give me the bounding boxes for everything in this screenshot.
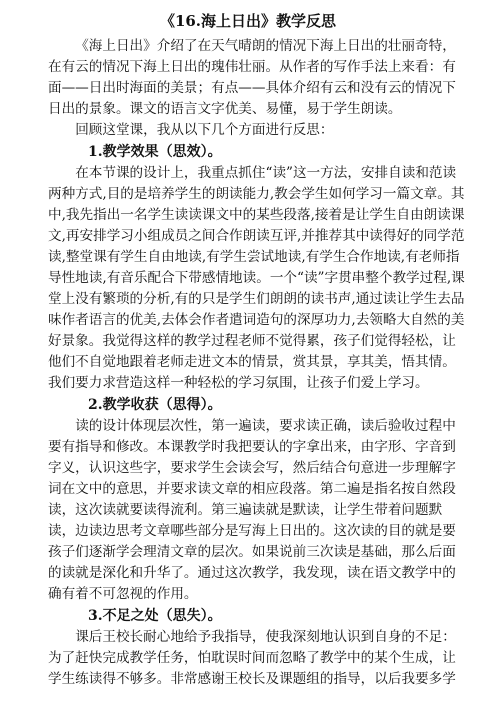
- section-heading-effect: 1.教学效果（思效）。: [88, 144, 222, 160]
- review-intro: 回顾这堂课，我从以下几个方面进行反思：: [75, 122, 334, 138]
- section-heading-shortcoming: 3.不足之处（思失）。: [88, 608, 222, 624]
- section-body-effect: 在本节课的设计上，我重点抓住“读”这一方法，安排自读和范读两种方式,目的是培养学生的朗读能力,教会学生如何学习一篇文章。其中,我先指出一名学生读读课文中的某些段落,接着是让学生自由朗读课文,再安排学习小组成员之间合作朗读互评,并推荐其中读得好的同学范读,整堂课有学生自由地读,有学生尝试地读,有学生合作地读,有老师指导性地读,有音乐配合下带感情地读。一个“读”字贯串整个教学过程,课堂上没有繁琐的分析,有的只是学生们朗朗的读书声,通过读让学生去品味作者语言的优美,去体会作者遣词造句的深厚功力,去领略大自然的美好景象。我觉得这样的教学过程老师不觉得累，孩子们觉得轻松，让他们不自觉地跟着老师走进文本的情景，赏其景，享其美，悟其情。我们要力求营造这样一种轻松的学习氛围，让孩子们爱上学习。: [48, 165, 465, 391]
- document-title: 《16.海上日出》教学反思: [159, 12, 337, 30]
- section-heading-gain: 2.教学收获（思得）。: [88, 397, 222, 413]
- section-body-shortcoming: 课后王校长耐心地给予我指导，使我深刻地认识到自身的不足：为了赶快完成教学任务，怕耽误时间而忽略了教学中的某个生成，让学生练读得不够多。非常感谢王校长及课题组的指导，以后我要多学: [48, 629, 456, 687]
- section-body-gain: 读的设计体现层次性，第一遍读，要求读正确，读后验收过程中要有指导和修改。本课教学时我把要认的字拿出来，由字形、字音到字义，认识这些字，要求学生会读会写，然后结合句意进一步理解字词在文中的意思，并要求读文章的相应段落。第二遍是指名按自然段读，这次读就要读得流利。第三遍读就是默读，让学生带着问题默读，边读边思考文章哪些部分是写海上日出的。这次读的目的就是要孩子们逐渐学会理清文章的层次。如果说前三次读是基础，那么后面的读就是深化和升华了。通过这次教学，我发现，读在语文教学中的确有着不可忽视的作用。: [48, 418, 456, 602]
- intro-paragraph: 《海上日出》介绍了在天气晴朗的情况下海上日出的壮丽奇特，在有云的情况下海上日出的瑰伟壮丽。从作者的写作手法上来看：有面——日出时海面的美景；有点——具体介绍有云和没有云的情况下日出的景象。课文的语言文字优美、易懂，易于学生朗读。: [48, 38, 456, 117]
